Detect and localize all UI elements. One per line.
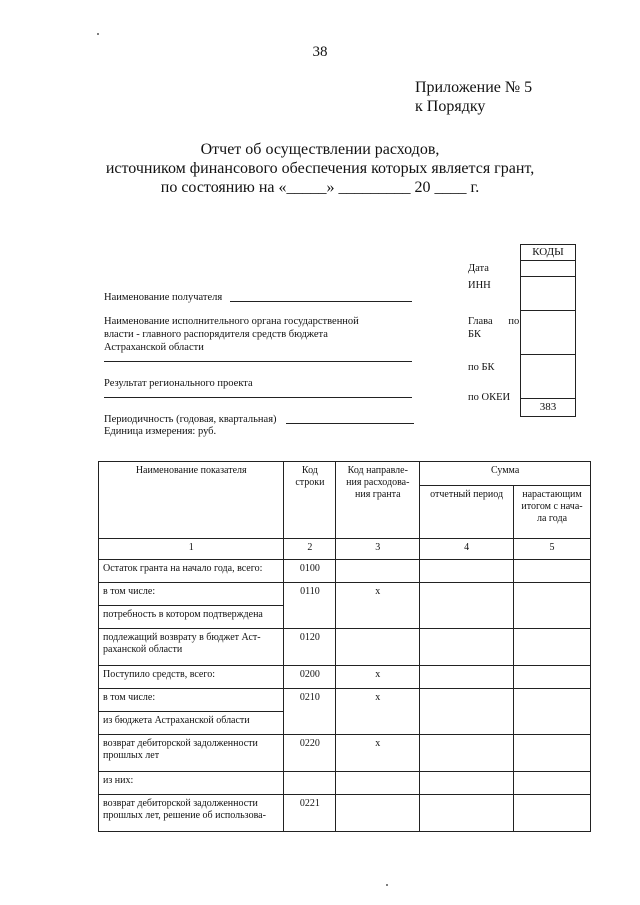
scan-speck bbox=[97, 33, 99, 35]
row-name: Остаток гранта на начало года, всего: bbox=[99, 560, 284, 583]
appendix-reference bbox=[415, 78, 532, 116]
row-cumulative-value[interactable] bbox=[514, 629, 591, 666]
row-direction bbox=[336, 560, 420, 583]
row-cumulative-value[interactable] bbox=[514, 583, 591, 629]
row-code: 0210 bbox=[284, 689, 336, 735]
row-name: из бюджета Астраханской области bbox=[99, 712, 284, 735]
row-direction: x bbox=[336, 689, 420, 735]
title-line-2: источником финансового обеспечения которых является грант, bbox=[105, 160, 535, 177]
row-name: в том числе: bbox=[99, 583, 284, 606]
col-number: 3 bbox=[336, 539, 420, 560]
row-reporting-value[interactable] bbox=[420, 629, 514, 666]
codes-box bbox=[520, 244, 576, 417]
row-reporting-value[interactable] bbox=[420, 772, 514, 795]
col-number: 1 bbox=[99, 539, 284, 560]
header-sum: Сумма bbox=[420, 462, 591, 486]
row-cumulative-value[interactable] bbox=[514, 689, 591, 735]
date-label: Дата bbox=[468, 263, 489, 274]
organ-label bbox=[104, 315, 359, 354]
table-row bbox=[99, 560, 591, 583]
row-name: в том числе: bbox=[99, 689, 284, 712]
scan-speck bbox=[386, 884, 388, 886]
row-direction bbox=[336, 772, 420, 795]
row-name: подлежащий возврату в бюджет Аст-раханской области bbox=[99, 629, 284, 666]
col-number: 5 bbox=[514, 539, 591, 560]
recipient-label: Наименование получателя bbox=[104, 292, 223, 303]
column-numbers-row bbox=[99, 539, 591, 560]
row-reporting-value[interactable] bbox=[420, 735, 514, 772]
row-name: потребность в котором подтверждена bbox=[99, 606, 284, 629]
report-table bbox=[98, 461, 591, 832]
col-number: 2 bbox=[284, 539, 336, 560]
organ-line-3: Астраханской области bbox=[104, 342, 204, 353]
report-title bbox=[0, 140, 640, 197]
header-row-1 bbox=[99, 462, 591, 486]
row-direction bbox=[336, 795, 420, 832]
organ-line-2: власти - главного распорядителя средств бюджета bbox=[104, 329, 328, 340]
codes-header: КОДЫ bbox=[521, 245, 575, 261]
row-direction: x bbox=[336, 735, 420, 772]
glava-label-a: Глава по bbox=[468, 316, 520, 327]
table-row bbox=[99, 583, 591, 606]
table-row bbox=[99, 666, 591, 689]
okei-label: по ОКЕИ bbox=[468, 392, 511, 403]
row-code: 0220 bbox=[284, 735, 336, 772]
row-code: 0120 bbox=[284, 629, 336, 666]
row-reporting-value[interactable] bbox=[420, 795, 514, 832]
project-label: Результат регионального проекта bbox=[104, 378, 253, 389]
row-reporting-value[interactable] bbox=[420, 689, 514, 735]
header-code-row: Код строки bbox=[284, 462, 336, 539]
periodicity-field[interactable] bbox=[286, 423, 414, 424]
po-bk-label: по БК bbox=[468, 362, 495, 373]
row-direction: x bbox=[336, 583, 420, 629]
table-row bbox=[99, 735, 591, 772]
row-code: 0221 bbox=[284, 795, 336, 832]
row-reporting-value[interactable] bbox=[420, 560, 514, 583]
project-field[interactable] bbox=[104, 397, 412, 398]
col-number: 4 bbox=[420, 539, 514, 560]
row-code bbox=[284, 772, 336, 795]
row-name: из них: bbox=[99, 772, 284, 795]
header-cumulative: нарастающим итогом с нача-ла года bbox=[514, 485, 591, 538]
periodicity-label: Периодичность (годовая, квартальная) bbox=[104, 414, 277, 425]
unit-label: Единица измерения: руб. bbox=[104, 426, 217, 437]
row-direction: x bbox=[336, 666, 420, 689]
row-code: 0200 bbox=[284, 666, 336, 689]
code-cell-okei: 383 bbox=[539, 401, 557, 413]
header-indicator: Наименование показателя bbox=[99, 462, 284, 539]
glava-label-b: БК bbox=[468, 329, 482, 340]
organ-line-1: Наименование исполнительного органа государственной bbox=[104, 316, 359, 327]
code-cell-po-bk bbox=[521, 355, 575, 399]
row-code: 0100 bbox=[284, 560, 336, 583]
row-cumulative-value[interactable] bbox=[514, 772, 591, 795]
inn-label: ИНН bbox=[468, 280, 491, 291]
appendix-line-2: к Порядку bbox=[415, 98, 486, 115]
table-row bbox=[99, 629, 591, 666]
row-name: Поступило средств, всего: bbox=[99, 666, 284, 689]
header-reporting-period: отчетный период bbox=[420, 485, 514, 538]
table-row bbox=[99, 689, 591, 712]
table-row bbox=[99, 795, 591, 832]
row-cumulative-value[interactable] bbox=[514, 666, 591, 689]
row-name: возврат дебиторской задолженности прошлых лет bbox=[99, 735, 284, 772]
table-row bbox=[99, 772, 591, 795]
code-cell-glava bbox=[521, 311, 575, 355]
row-code: 0110 bbox=[284, 583, 336, 629]
row-cumulative-value[interactable] bbox=[514, 735, 591, 772]
title-line-1: Отчет об осуществлении расходов, bbox=[200, 141, 440, 158]
title-line-3: по состоянию на «_____» _________ 20 ____ г. bbox=[160, 179, 480, 196]
code-cell-date bbox=[521, 261, 575, 277]
row-cumulative-value[interactable] bbox=[514, 795, 591, 832]
recipient-field[interactable] bbox=[230, 301, 412, 302]
row-reporting-value[interactable] bbox=[420, 666, 514, 689]
page-number: 38 bbox=[312, 44, 328, 60]
organ-field[interactable] bbox=[104, 361, 412, 362]
row-reporting-value[interactable] bbox=[420, 583, 514, 629]
row-name: возврат дебиторской задолженности прошлых лет, решение об использова- bbox=[99, 795, 284, 832]
row-cumulative-value[interactable] bbox=[514, 560, 591, 583]
row-direction bbox=[336, 629, 420, 666]
appendix-line-1: Приложение № 5 bbox=[415, 79, 533, 96]
header-direction-code: Код направле-ния расходова-ния гранта bbox=[336, 462, 420, 539]
code-cell-inn bbox=[521, 277, 575, 311]
